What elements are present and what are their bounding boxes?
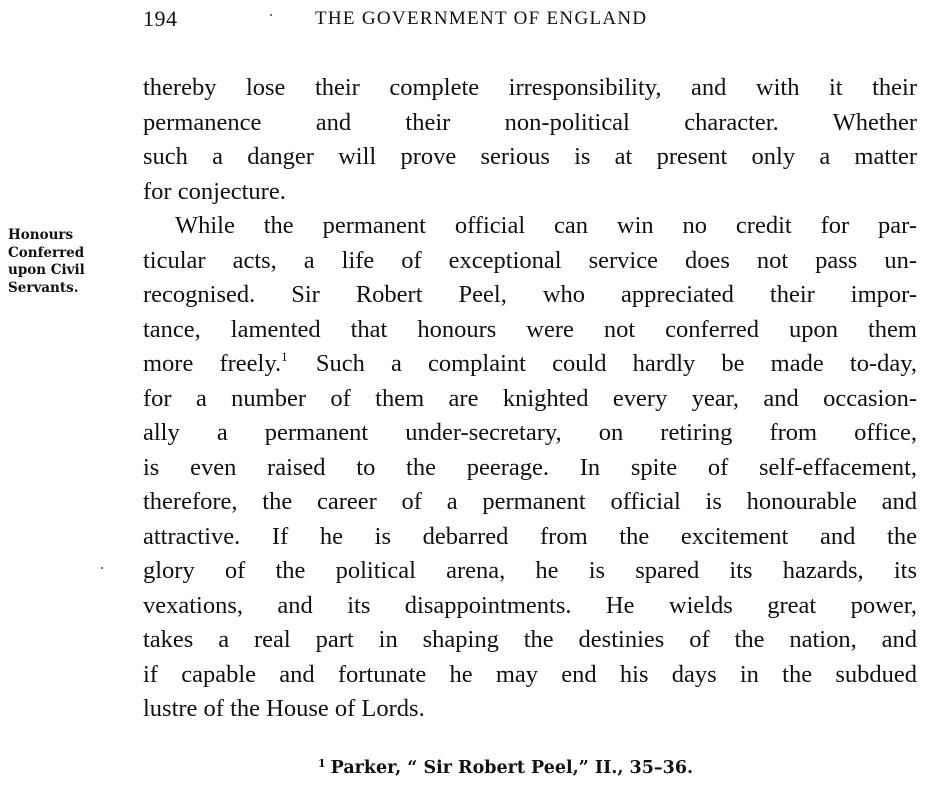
footnote-text: Parker, “ Sir Robert Peel,” II., 35–36. xyxy=(330,758,694,778)
margin-note xyxy=(8,227,128,297)
text-line: thereby lose their complete irresponsibility, and with it their xyxy=(143,74,917,101)
text-line: recognised. Sir Robert Peel, who appreciated their impor- xyxy=(143,281,917,308)
page-number: 194 xyxy=(143,6,178,31)
text-fragment: more freely. xyxy=(143,350,282,377)
footnote-reference[interactable]: 1 xyxy=(281,349,288,364)
text-line: such a danger will prove serious is at present only a matter xyxy=(143,143,917,170)
text-line: ally a permanent under-secretary, on retiring from office, xyxy=(143,419,917,446)
text-line: takes a real part in shaping the destinies of the nation, and xyxy=(143,626,917,653)
text-line: if capable and fortunate he may end his days in the subdued xyxy=(143,660,917,688)
text-line: is even raised to the peerage. In spite of self-effacement, xyxy=(143,453,917,481)
margin-note-line: Servants. xyxy=(8,279,79,296)
margin-note-line: upon Civil xyxy=(8,262,85,278)
text-fragment: Such a complaint could hardly be made to-day, xyxy=(315,350,918,377)
text-line-with-footnote-ref xyxy=(143,347,917,382)
body-text xyxy=(143,71,917,727)
text-line: glory of the political arena, he is spared its hazards, its xyxy=(143,557,917,584)
scan-speck xyxy=(101,567,103,569)
footnote xyxy=(318,758,693,778)
text-line: for a number of them are knighted every year, and occasion- xyxy=(143,384,917,412)
page-header xyxy=(143,6,923,38)
text-line: attractive. If he is debarred from the excitement and the xyxy=(143,522,917,550)
text-line: therefore, the career of a permanent official is honourable and xyxy=(143,488,917,515)
scan-speck xyxy=(270,14,272,16)
running-head: THE GOVERNMENT OF ENGLAND xyxy=(315,8,648,29)
text-line: vexations, and its disappointments. He wields great power, xyxy=(143,591,917,619)
text-line: tance, lamented that honours were not conferred upon them xyxy=(143,315,917,343)
margin-note-line: Conferred xyxy=(8,244,85,261)
footnote-marker: 1 xyxy=(318,757,326,770)
text-line: permanence and their non-political character. Whether xyxy=(143,108,917,136)
text-line: ticular acts, a life of exceptional service does not pass un- xyxy=(143,246,917,274)
text-line: While the permanent official can win no credit for par- xyxy=(175,212,917,239)
text-line: for conjecture. xyxy=(143,177,286,205)
text-line: lustre of the House of Lords. xyxy=(143,695,425,722)
margin-note-line: Honours xyxy=(8,227,74,243)
